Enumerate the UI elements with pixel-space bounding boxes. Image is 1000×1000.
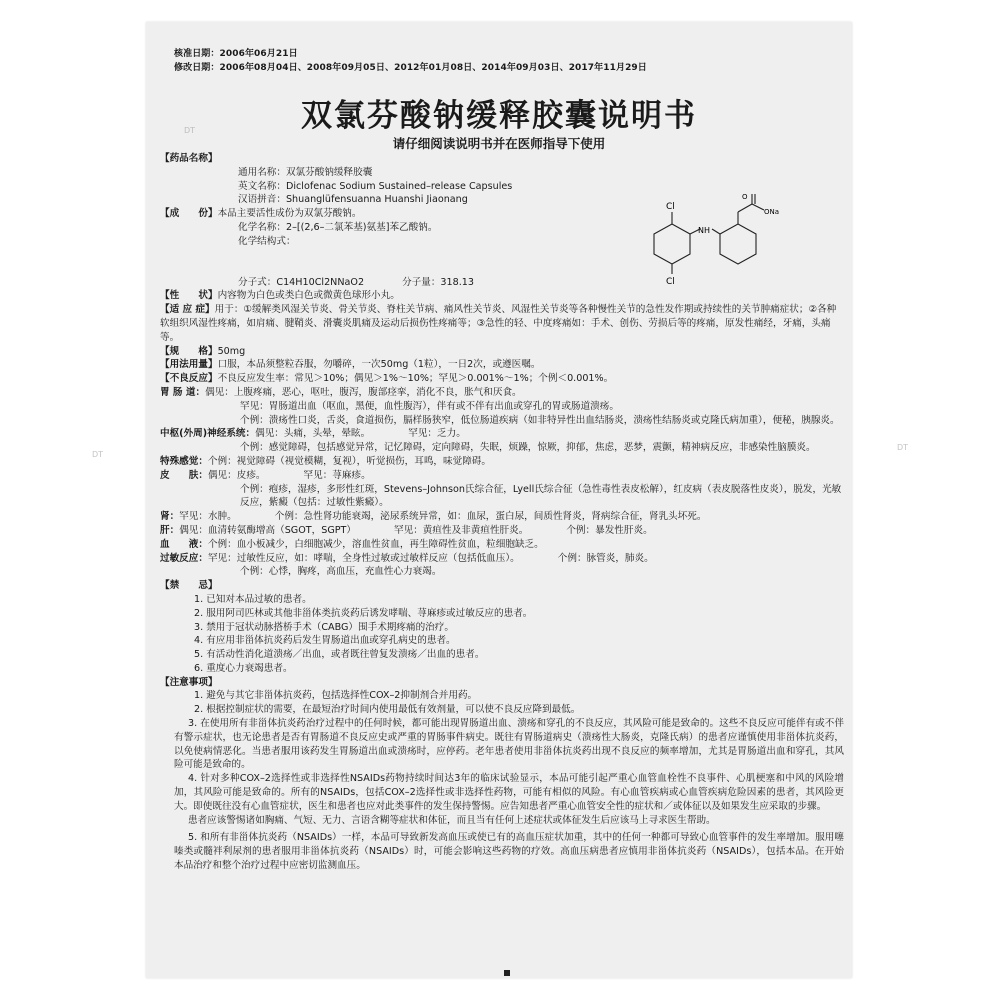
skin-common: 偶见：皮疹。 <box>207 469 266 481</box>
leaflet-sheet <box>146 22 852 978</box>
contraindication-item: 5. 有活动性消化道溃疡／出血，或者既往曾复发溃疡／出血的患者。 <box>194 649 485 661</box>
adverse-rate: 不良反应发生率：常见＞10%；偶见＞1%～10%；罕见＞0.001%～1%；个例＜0.001%。 <box>217 373 614 385</box>
cns-rare: 罕见：乏力。 <box>408 428 466 440</box>
precaution-item: 2. 根据控制症状的需要，在最短治疗时间内使用最低有效剂量，可以使不良反应降到最低。 <box>194 704 581 716</box>
precaution-item: 5. 和所有非甾体抗炎药（NSAIDs）一样，本品可导致新发高血压或使已有的高血压症状加重，其中的任何一种都可导致心血管事件的发生率增加。服用噻嗪类或髓袢利尿剂的患者服用非甾体抗炎药（NSAIDs）时，可能会影响这些药物的疗效。高血压病患者应慎用非甾体抗炎药（NSAIDs），包括本品。在开始本品治疗和整个治疗过程中应密切监测血压。 <box>174 832 844 872</box>
ona-label: ONa <box>764 208 780 216</box>
document-subtitle: 请仔细阅读说明书并在医师指导下使用 <box>392 136 606 151</box>
contraindication-item: 4. 有应用非甾体抗炎药后发生胃肠道出血或穿孔病史的患者。 <box>194 635 456 647</box>
contraindications-header: 【禁 忌】 <box>160 580 218 592</box>
structure-formula-label: 化学结构式： <box>238 235 296 247</box>
skin-rare: 罕见：荨麻疹。 <box>303 469 371 481</box>
cns-common: 偶见：头痛，头晕，晕眩。 <box>255 428 371 440</box>
precaution-item: 患者应该警惕诸如胸痛、气短、无力、言语含糊等症状和体征，而且当有任何上述症状或体征发生后应该马上寻求医生帮助。 <box>188 814 716 826</box>
cns-label: 中枢(外周)神经系统： <box>160 428 256 440</box>
specification-header: 【规 格】 <box>160 345 218 357</box>
contraindication-item: 3. 禁用于冠状动脉搭桥手术（CABG）围手术期疼痛的治疗。 <box>194 621 454 633</box>
indications-text: 用于：①缓解类风湿关节炎、骨关节炎、脊柱关节病、痛风性关节炎、风湿性关节炎等各种慢性关节的急性发作期或持续性的关节肿痛症状；②各种软组织风湿性疼痛，如肩痛、腱鞘炎、滑囊炎肌痛及运动后损伤性疼痛等；③急性的轻、中度疼痛如：手术、创伤、劳损后等的疼痛，原发性痛经，牙痛，头痛等。 <box>160 304 837 343</box>
skin-label: 皮 肤： <box>160 469 208 481</box>
allergy-case-2: 个例：心悸，胸疼，高血压，充血性心力衰竭。 <box>240 566 442 578</box>
senses-label: 特殊感觉： <box>160 455 208 467</box>
gi-case: 个例：溃疡性口炎，舌炎，食道损伤，膈样肠狭窄，低位肠道疾病（如非特异性出血结肠炎，溃疡性结肠炎或克隆氏病加重），便秘，胰腺炎。 <box>240 414 840 426</box>
precaution-item: 3. 在使用所有非甾体抗炎药治疗过程中的任何时候，都可能出现胃肠道出血、溃疡和穿孔的不良反应，其风险可能是致命的。这些不良反应可能伴有或不伴有警示症状，也无论患者是否有胃肠道不良反应史或严重的胃肠事件病史。既往有胃肠道病史（溃疡性大肠炎，克隆氏病）的患者应谨慎使用非甾体抗炎药，以免使病情恶化。当患者服用该药发生胃肠道出血或溃疡时，应停药。老年患者使用非甾体抗炎药出现不良反应的频率增加，尤其是胃肠道出血和穿孔，其风险可能是致命的。 <box>174 718 844 771</box>
indications-header: 【适 应 症】 <box>160 304 215 316</box>
precaution-item: 4. 针对多种COX–2选择性或非选择性NSAIDs药物持续时间达3年的临床试验显示，本品可能引起严重心血管血栓性不良事件、心肌梗塞和中风的风险增加，其风险可能是致命的。所有的NSAIDs，包括COX–2选择性或非选择性药物，可能有相似的风险。有心血管疾病或心血管疾病危险因素的患者，其风险更大。即使既往没有心血管症状，医生和患者也应对此类事件的发生保持警惕。应告知患者严重心血管安全性的症状和／或体征以及如果发生应采取的步骤。 <box>174 773 844 812</box>
precaution-item: 1. 避免与其它非甾体抗炎药，包括选择性COX–2抑制剂合并用药。 <box>194 690 478 702</box>
allergy-label: 过敏反应： <box>160 552 208 564</box>
revision-dates: 修改日期：2006年08月04日、2008年09月05日、2012年01月08日、2014年09月03日、2017年11月29日 <box>174 63 647 73</box>
molecular-weight: 分子量：318.13 <box>402 276 475 288</box>
page-mark <box>504 970 510 976</box>
liver-rare: 罕见：黄疸性及非黄疸性肝炎。 <box>394 524 529 536</box>
precautions-header: 【注意事项】 <box>160 676 218 688</box>
adverse-header: 【不良反应】 <box>160 373 218 385</box>
skin-case: 个例：疱疹，湿疹，多形性红斑，Stevens–Johnson氏综合征，Lyell氏综合征（急性毒性表皮松解），红皮病（表皮脱落性皮炎），脱发，光敏反应，紫癜（包括：过敏性紫癜）。 <box>240 483 842 509</box>
dosage-header: 【用法用量】 <box>160 359 218 371</box>
appearance-header: 【性 状】 <box>160 290 218 302</box>
liver-label: 肝： <box>160 524 180 536</box>
oxygen-label: O <box>742 193 748 201</box>
kidney-rare: 罕见：水肿。 <box>179 511 237 523</box>
contraindication-item: 1. 已知对本品过敏的患者。 <box>194 593 312 605</box>
dosage-text: 口服，本品须整粒吞服，勿嚼碎，一次50mg（1粒），一日2次，或遵医嘱。 <box>217 359 541 371</box>
leaflet-body <box>160 152 844 873</box>
senses-case: 个例：视觉障碍（视觉模糊，复视），听觉损伤，耳鸣，味觉障碍。 <box>207 455 491 467</box>
specification-text: 50mg <box>217 345 246 357</box>
gi-common: 偶见：上腹疼痛，恶心，呕吐，腹泻，腹部痉挛，消化不良，胀气和厌食。 <box>205 386 522 398</box>
kidney-case: 个例：急性肾功能衰竭，泌尿系统异常，如：血尿，蛋白尿，间质性肾炎，肾病综合征，肾乳头坏死。 <box>274 511 707 523</box>
nh-label: NH <box>698 226 710 235</box>
chemical-name: 化学名称：2–[(2,6–二氯苯基)氨基]苯乙酸钠。 <box>238 221 438 233</box>
gi-rare: 罕见：胃肠道出血（呕血，黑便，血性腹泻），伴有或不伴有出血或穿孔的胃或肠道溃疡。 <box>240 400 619 412</box>
blood-case: 个例：血小板减少，白细胞减少，溶血性贫血，再生障碍性贫血，粒细胞缺乏。 <box>207 538 544 550</box>
composition-main: 本品主要活性成份为双氯芬酸钠。 <box>217 208 362 220</box>
contraindication-item: 6. 重度心力衰竭患者。 <box>194 662 293 674</box>
appearance-text: 内容物为白色或类白色或微黄色球形小丸。 <box>217 290 400 302</box>
generic-name: 通用名称：双氯芬酸钠缓释胶囊 <box>238 166 373 178</box>
cl-bottom-label: Cl <box>666 277 675 287</box>
blood-label: 血 液： <box>160 538 208 550</box>
allergy-case-1: 个例：脉管炎，肺炎。 <box>557 552 654 564</box>
document-title: 双氯芬酸钠缓释胶囊说明书 <box>301 98 697 134</box>
pinyin-name: 汉语拼音：Shuanglüfensuanna Huanshi Jiaonang <box>238 194 468 206</box>
gi-label: 胃 肠 道： <box>160 386 206 398</box>
molecular-formula: 分子式：C14H10Cl2NNaO2 <box>238 276 365 288</box>
watermark-top: DT <box>184 126 196 135</box>
kidney-label: 肾： <box>160 511 180 523</box>
cl-top-label: Cl <box>666 202 675 212</box>
contraindication-item: 2. 服用阿司匹林或其他非甾体类抗炎药后诱发哮喘、荨麻疹或过敏反应的患者。 <box>194 607 533 619</box>
watermark-left: DT <box>92 450 104 459</box>
cns-case: 个例：感觉障碍，包括感觉异常，记忆障碍，定向障碍，失眠，烦躁，惊厥，抑郁，焦虑，恶梦，震颤，精神病反应，非感染性脑膜炎。 <box>240 442 816 454</box>
liver-common: 偶见：血清转氨酶增高（SGOT，SGPT） <box>179 524 357 536</box>
drug-name-header: 【药品名称】 <box>160 153 218 164</box>
allergy-rare: 罕见：过敏性反应，如：哮喘，全身性过敏或过敏样反应（包括低血压）。 <box>207 552 520 564</box>
watermark-right: DT <box>897 443 909 452</box>
composition-header: 【成 份】 <box>160 208 218 220</box>
liver-case: 个例：暴发性肝炎。 <box>566 524 653 536</box>
english-name: 英文名称：Diclofenac Sodium Sustained–release Capsules <box>238 180 513 192</box>
approval-date: 核准日期：2006年06月21日 <box>174 49 298 59</box>
